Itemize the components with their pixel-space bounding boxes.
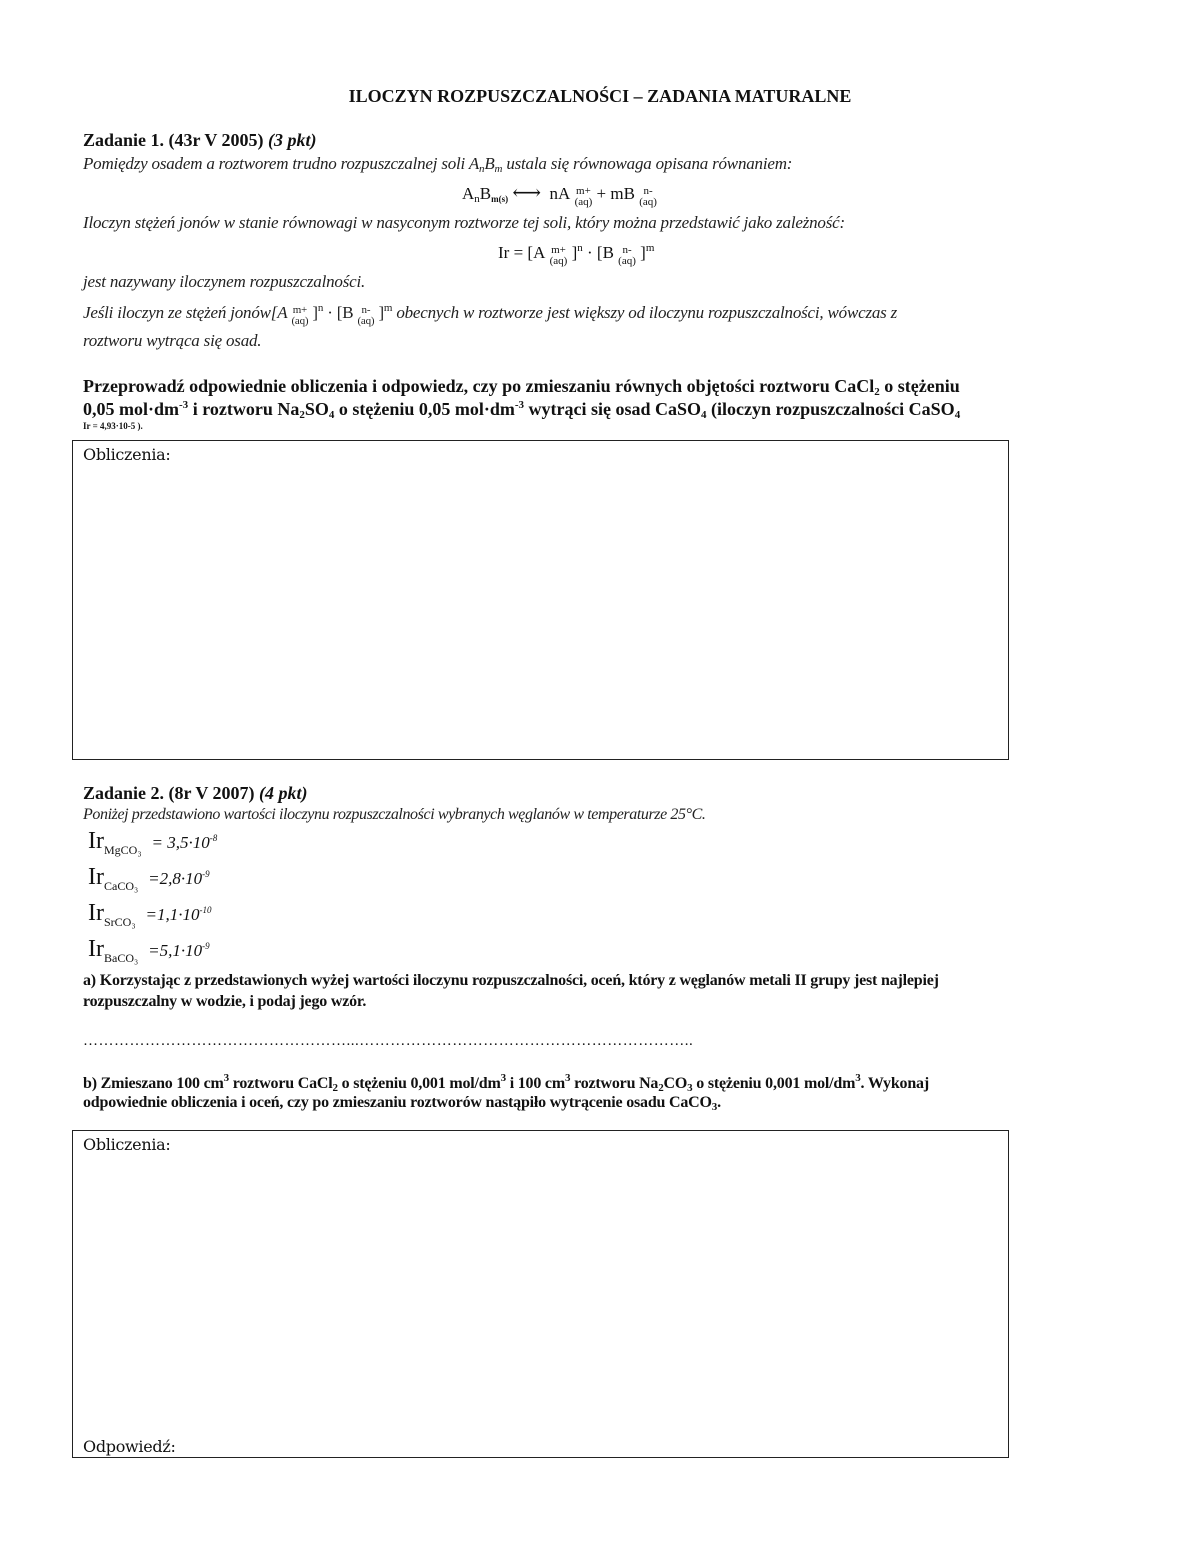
- task1-question-line2: 0,05 $mol\cdot dm^{-3}$ i roztworu $Na_2SO_4$ o stężeniu 0,05 $mol\cdot dm^{-3}$ wytrąci się osad CaSO$_4$ (iloczyn rozpuszczalności CaSO$_4$: [83, 399, 961, 421]
- task1-line4: Jeśli iloczyn ze stężeń jonów[A m+ (aq) ]$^n$ · [B n- (aq) ]$^m$ obecnych w roztworze jest większy od iloczynu rozpuszczalności, wówczas z: [83, 302, 898, 327]
- calculations-box-2[interactable]: [72, 1130, 1009, 1458]
- ir-value-row: $Ir_{MgCO_3} = 3,5\cdot 10^{-8}$: [88, 828, 218, 857]
- ir-equation: Ir = [A m+ (aq) ]$^n$ · [B n- (aq) ]$^m$: [498, 242, 655, 267]
- task2-title: Zadanie 2. (8r V 2007): [83, 783, 255, 803]
- task2-question-a-line1: a) Korzystając z przedstawionych wyżej wartości iloczynu rozpuszczalności, oceń, który z węglanów metali II grupy jest najlepiej: [83, 972, 939, 989]
- answer-line-a[interactable]: ……………………………………………...………………………………………………………..: [83, 1033, 694, 1049]
- ir-value-row: $Ir_{BaCO_3} =5,1\cdot 10^{-9}$: [88, 936, 210, 965]
- task2-points: (4 pkt): [259, 783, 308, 803]
- ir-value-row: $Ir_{SrCO_3} =1,1\cdot 10^{-10}$: [88, 900, 212, 929]
- calculations-label: Obliczenia:: [83, 445, 171, 464]
- calculations-box-1[interactable]: [72, 440, 1009, 760]
- task2-intro: Poniżej przedstawiono wartości iloczynu rozpuszczalności wybranych węglanów w temperaturze 25°C.: [83, 806, 706, 823]
- task2-question-b-line1: b) Zmieszano 100 $cm^3$ roztworu CaCl$_2$ o stężeniu 0,001 mol/$dm^3$ i 100 $cm^3$ roztworu $Na_2CO_3$ o stężeniu 0,001 mol/$dm^3$. Wykonaj: [83, 1072, 929, 1094]
- task1-line2: Iloczyn stężeń jonów w stanie równowagi w nasyconym roztworze tej soli, który można przedstawić jako zależność:: [83, 213, 845, 232]
- task1-line3: jest nazywany iloczynem rozpuszczalności.: [83, 272, 366, 291]
- task1-intro: Pomiędzy osadem a roztworem trudno rozpuszczalnej soli $A_nB_m$ ustala się równowaga opisana równaniem:: [83, 154, 793, 175]
- calculations-label: Obliczenia:: [83, 1135, 171, 1154]
- task2-question-b-line2: odpowiednie obliczenia i oceń, czy po zmieszaniu roztworów nastąpiło wytrącenie osadu CaCO$_3$.: [83, 1094, 721, 1113]
- answer-label: Odpowiedź:: [83, 1437, 176, 1456]
- task1-question-line3: Ir = 4,93·10-5 ).: [83, 421, 143, 431]
- task1-points: (3 pkt): [268, 130, 317, 150]
- task1-question-line1: Przeprowadź odpowiednie obliczenia i odpowiedz, czy po zmieszaniu równych objętości roztworu CaCl$_2$ o stężeniu: [83, 376, 960, 398]
- task2-question-a-line2: rozpuszczalny w wodzie, i podaj jego wzór.: [83, 993, 367, 1010]
- task2-header: [83, 783, 308, 804]
- task1-line5: roztworu wytrąca się osad.: [83, 331, 262, 350]
- task1-header: [83, 130, 317, 151]
- ir-value-row: $Ir_{CaCO_3} =2,8\cdot 10^{-9}$: [88, 864, 210, 893]
- task1-title: Zadanie 1. (43r V 2005): [83, 130, 264, 150]
- equilibrium-equation: $A_nB_{m(s)}$ ⟷ nA m+ (aq) + mB n- (aq): [462, 182, 657, 208]
- page-title: ILOCZYN ROZPUSZCZALNOŚCI – ZADANIA MATURALNE: [348, 86, 852, 106]
